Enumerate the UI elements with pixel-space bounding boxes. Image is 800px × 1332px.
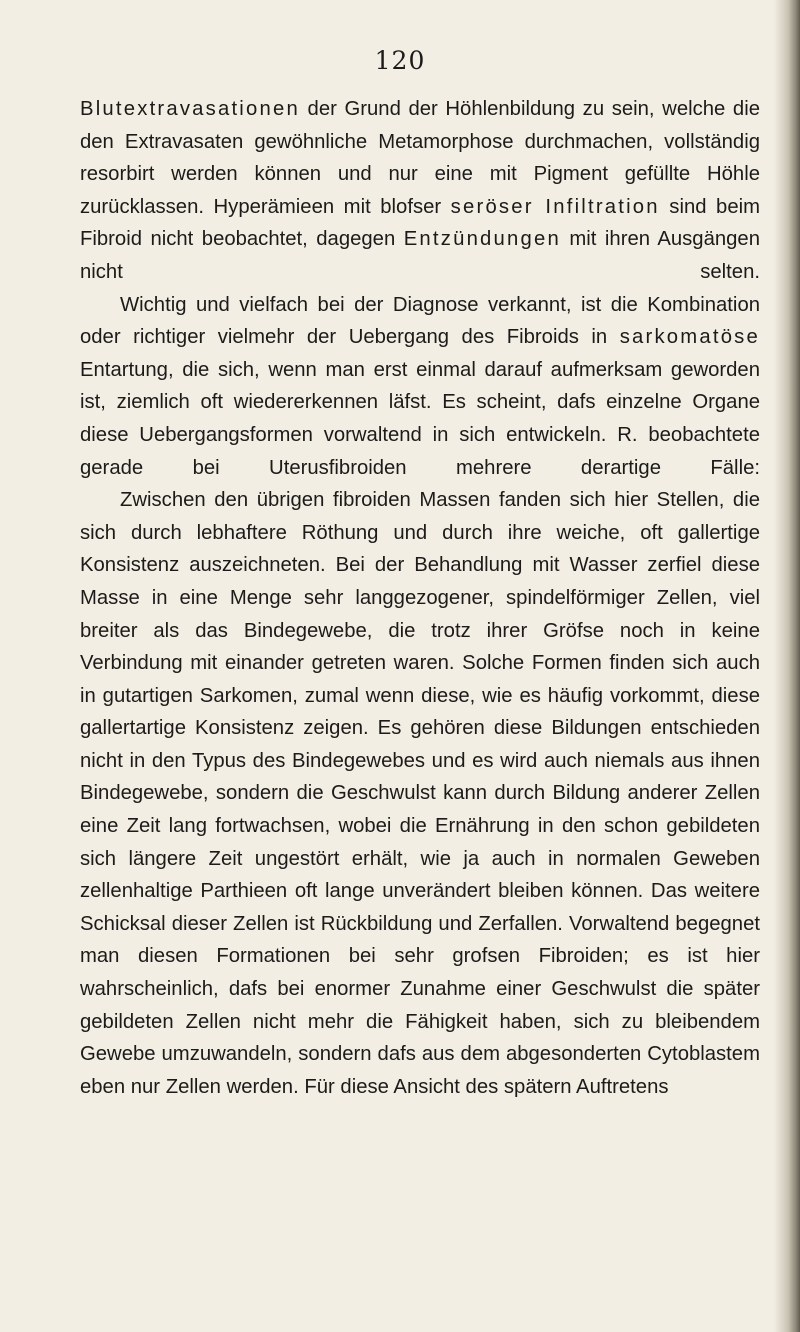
text-run: seröser Infiltration (450, 195, 660, 218)
text-run: Zwischen den übrigen fibroiden Massen fanden sich hier Stellen, die sich durch lebhaftere Röthung und durch ihre weiche, oft gallertige Konsistenz auszeichneten. Bei der Behandlung mit Wasser zerfiel diese Masse in eine Menge sehr langgezogener, spindelförmiger Zellen, viel breiter als das Bindegewebe, die trotz ihrer Gröfse noch in keine Verbindung mit einander getreten waren. Solche Formen finden sich auch in gutartigen Sarkomen, zumal wenn diese, wie es häufig vorkommt, diese gallertartige Konsistenz zeigen. Es gehören diese Bildungen entschieden nicht in den Typus des Bindegewebes und es wird auch niemals aus ihnen Bindegewebe, sondern die Geschwulst kann durch Bildung anderer Zellen eine Zeit lang fortwachsen, wobei die Ernährung in den schon gebildeten sich längere Zeit ungestört erhält, wie ja auch in normalen Geweben zellenhaltige Parthieen oft lange unverändert bleiben können. Das weitere Schicksal dieser Zellen ist Rückbildung und Zerfallen. Vorwaltend begegnet man diesen Formationen bei sehr grofsen Fibroiden; es ist hier wahrscheinlich, dafs bei enormer Zunahme einer Geschwulst die später gebildeten Zellen nicht mehr die Fähigkeit haben, sich zu bleibendem Gewebe umzuwandeln, sondern dafs aus dem abgesonderten Cytoblastem eben nur Zellen werden. Für diese Ansicht des spätern Auftretens (80, 489, 760, 1098)
text-run: mit ihren Ausgängen nicht selten. (80, 228, 760, 283)
text-run: der Grund der Höhlenbildung zu sein, welche die den Extravasaten gewöhnliche Metamorphose durchmachen, vollständig resorbirt werden können und nur eine mit Pigment gefüllte Höhle zurücklassen. Hyperämieen mit blofser (80, 98, 760, 218)
body-text (80, 93, 760, 1103)
text-run: sarkomatöse (619, 326, 760, 349)
text-run: Entzündungen (403, 228, 561, 251)
paragraph (80, 289, 760, 485)
text-run: sind beim Fibroid nicht beobachtet, dagegen (80, 195, 760, 251)
paragraph (80, 484, 760, 1103)
text-run: Blutextravasationen (80, 98, 300, 120)
text-run: Wichtig und vielfach bei der Diagnose verkannt, ist die Kombination oder richtiger vielmehr der Uebergang des Fibroids in (80, 293, 760, 349)
text-run: Entartung, die sich, wenn man erst einmal darauf aufmerksam geworden ist, ziemlich oft wiedererkennen läfst. Es scheint, dafs einzelne Organe diese Uebergangsformen vorwaltend in sich entwickeln. R. beobachtete gerade bei Uterusfibroiden mehrere derartige Fälle: (80, 358, 760, 479)
page-edge-shadow (774, 0, 800, 1332)
page-number: 120 (374, 46, 426, 75)
paragraph (80, 93, 760, 289)
